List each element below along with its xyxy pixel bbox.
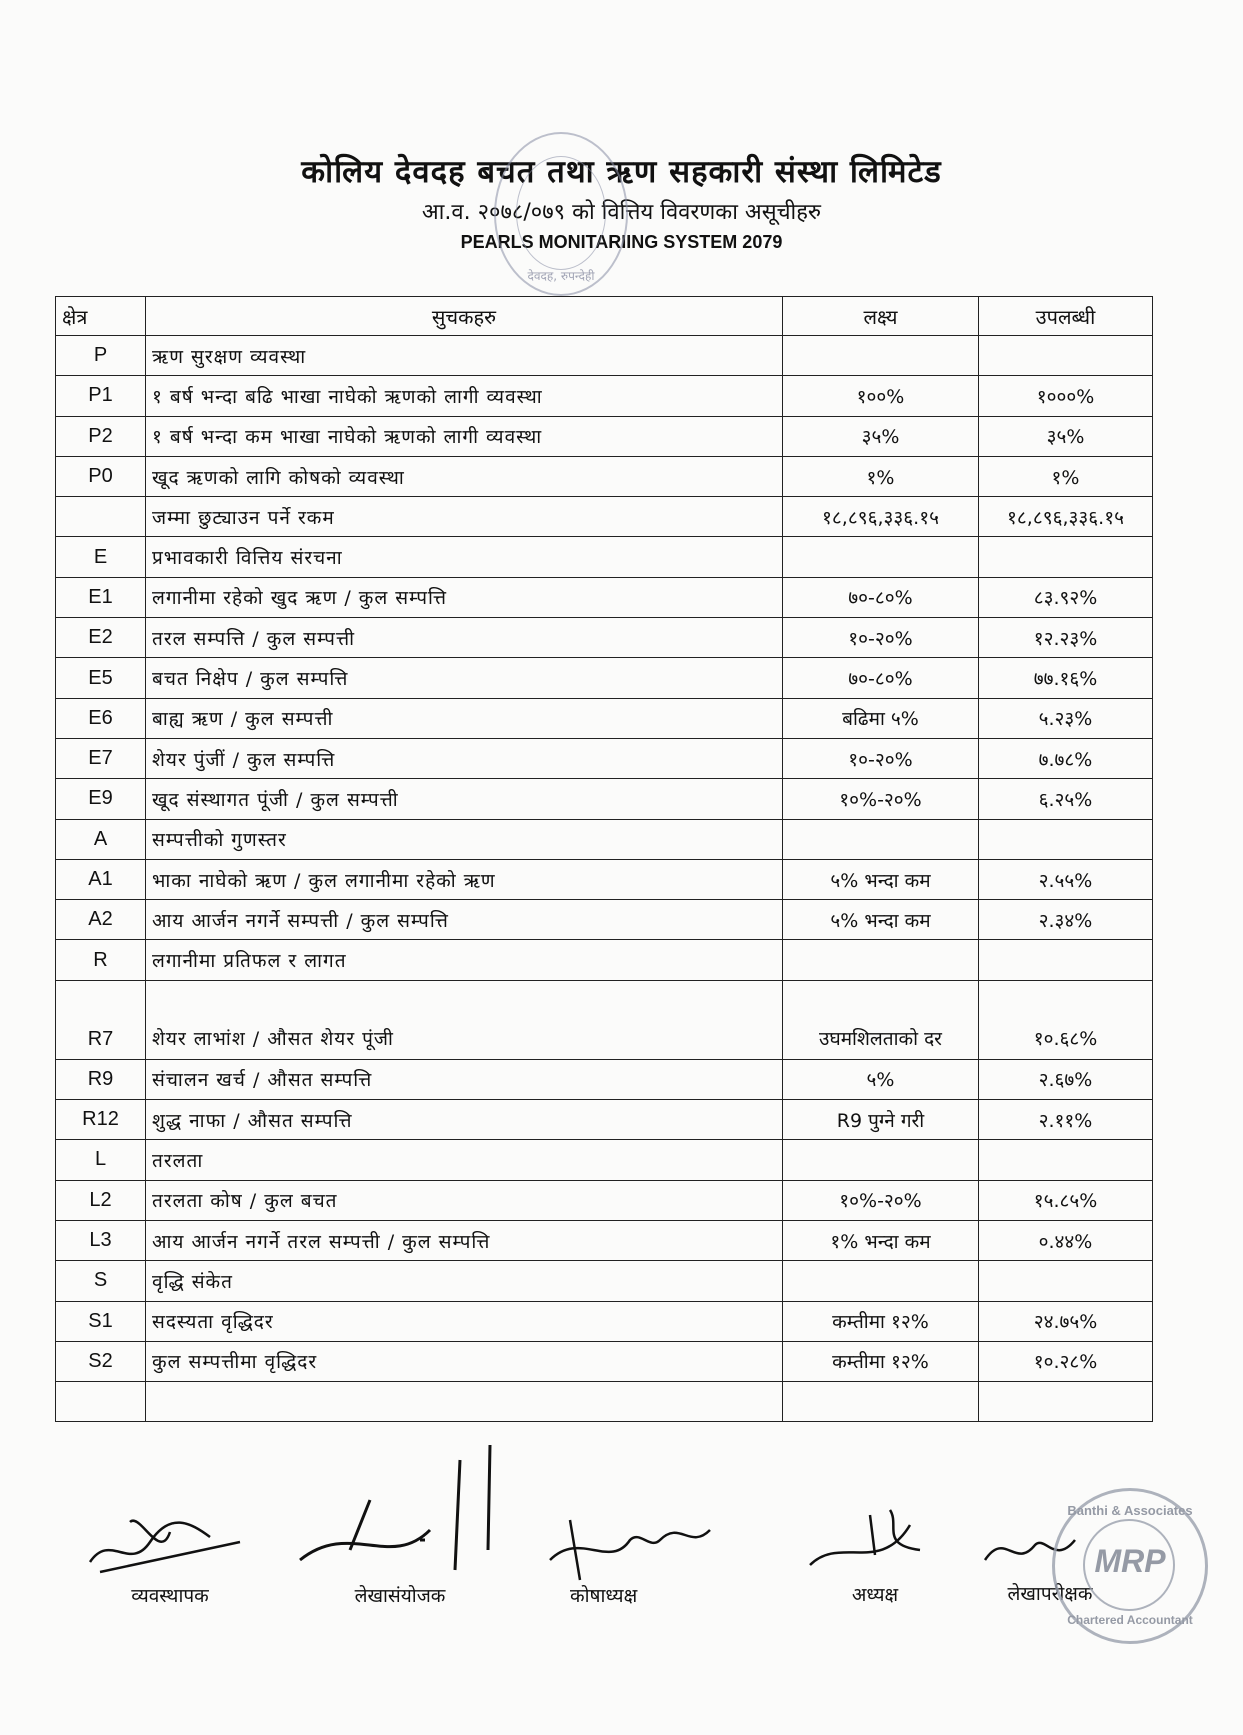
row-achieved: २.११% [979, 1100, 1153, 1140]
header-achieved: उपलब्धी [979, 297, 1153, 336]
row-code: E6 [56, 698, 146, 738]
header-indicator: सुचकहरु [146, 297, 783, 336]
row-target [783, 819, 979, 859]
row-indicator: तरल सम्पत्ति / कुल सम्पत्ती [146, 618, 783, 658]
row-code: L [56, 1140, 146, 1180]
table-row [56, 1180, 1153, 1220]
table-row [56, 819, 1153, 859]
label-accounts-coordinator: लेखासंयोजक [354, 1585, 446, 1607]
row-code: R7 [56, 980, 146, 1059]
row-indicator: खूद संस्थागत पूंजी / कुल सम्पत्ती [146, 779, 783, 819]
table-row [56, 1059, 1153, 1099]
row-target: १% [783, 456, 979, 496]
label-treasurer: कोषाध्यक्ष [570, 1585, 638, 1607]
row-code: S2 [56, 1341, 146, 1381]
row-achieved [979, 336, 1153, 376]
row-target [783, 1261, 979, 1301]
table-row [56, 900, 1153, 940]
header-target: लक्ष्य [783, 297, 979, 336]
row-achieved: १०.६८% [979, 980, 1153, 1059]
row-indicator [146, 1382, 783, 1422]
row-code: E1 [56, 577, 146, 617]
row-achieved [979, 1261, 1153, 1301]
row-code: R12 [56, 1100, 146, 1140]
row-achieved: २.६७% [979, 1059, 1153, 1099]
row-indicator: तरलता कोष / कुल बचत [146, 1180, 783, 1220]
row-achieved: ०.४४% [979, 1220, 1153, 1260]
row-code: E5 [56, 658, 146, 698]
row-target: १०-२०% [783, 738, 979, 778]
document-subtitle: आ.व. २०७८/०७९ को वित्तिय विवरणका असूचीहरु [421, 200, 822, 225]
row-target: R9 पुग्ने गरी [783, 1100, 979, 1140]
row-target: १८,८९६,३३६.१५ [783, 497, 979, 537]
signature-chairman [800, 1495, 950, 1607]
row-target [783, 1382, 979, 1422]
row-achieved: १२.२३% [979, 618, 1153, 658]
row-code: A2 [56, 900, 146, 940]
auditor-stamp-logo: MRP [1094, 1543, 1166, 1579]
table-row [56, 698, 1153, 738]
row-code: S1 [56, 1301, 146, 1341]
row-indicator: कुल सम्पत्तीमा वृद्धिदर [146, 1341, 783, 1381]
table-row [56, 336, 1153, 376]
row-indicator: लगानीमा प्रतिफल र लागत [146, 940, 783, 980]
signature-accounts-coordinator [290, 1440, 510, 1608]
row-indicator: बाह्य ऋण / कुल सम्पत्ती [146, 698, 783, 738]
table-row [56, 738, 1153, 778]
row-indicator: वृद्धि संकेत [146, 1261, 783, 1301]
row-indicator: आय आर्जन नगर्ने सम्पत्ती / कुल सम्पत्ति [146, 900, 783, 940]
row-indicator: १ बर्ष भन्दा बढि भाखा नाघेको ऋणको लागी व्यवस्था [146, 376, 783, 416]
row-indicator: शेयर पुंजीं / कुल सम्पत्ति [146, 738, 783, 778]
signature-manager-mark [70, 1502, 270, 1582]
row-code: P2 [56, 416, 146, 456]
row-code: A1 [56, 859, 146, 899]
table-row [56, 376, 1153, 416]
row-achieved: १०.२८% [979, 1341, 1153, 1381]
row-code: R [56, 940, 146, 980]
table-row [56, 1261, 1153, 1301]
row-achieved [979, 1140, 1153, 1180]
row-indicator: १ बर्ष भन्दा कम भाखा नाघेको ऋणको लागी व्यवस्था [146, 416, 783, 456]
row-code: E2 [56, 618, 146, 658]
seal-inner-ring [516, 156, 606, 270]
table-row [56, 940, 1153, 980]
row-achieved: ७.७८% [979, 738, 1153, 778]
table-row [56, 456, 1153, 496]
row-code: P1 [56, 376, 146, 416]
row-code: L3 [56, 1220, 146, 1260]
row-achieved: २.३४% [979, 900, 1153, 940]
row-target: बढिमा ५% [783, 698, 979, 738]
signature-manager [70, 1502, 270, 1608]
row-target: ७०-८०% [783, 577, 979, 617]
table-row [56, 1220, 1153, 1260]
row-code: A [56, 819, 146, 859]
row-indicator: आय आर्जन नगर्ने तरल सम्पत्ती / कुल सम्पत्ति [146, 1220, 783, 1260]
row-code [56, 497, 146, 537]
label-auditor: लेखापरीक्षक [1007, 1583, 1093, 1605]
row-code [56, 1382, 146, 1422]
label-chairman: अध्यक्ष [851, 1584, 899, 1606]
row-target: ३५% [783, 416, 979, 456]
row-indicator: खूद ऋणको लागि कोषको व्यवस्था [146, 456, 783, 496]
row-target: १% भन्दा कम [783, 1220, 979, 1260]
pearls-table [55, 296, 1153, 1422]
table-row [56, 1140, 1153, 1180]
auditor-stamp [1052, 1488, 1208, 1644]
row-indicator: जम्मा छुट्याउन पर्ने रकम [146, 497, 783, 537]
row-achieved [979, 819, 1153, 859]
row-code: S [56, 1261, 146, 1301]
table-row [56, 980, 1153, 1059]
row-achieved: १०००% [979, 376, 1153, 416]
row-achieved: १८,८९६,३३६.१५ [979, 497, 1153, 537]
table-header-row [56, 297, 1153, 336]
row-indicator: बचत निक्षेप / कुल सम्पत्ति [146, 658, 783, 698]
row-target [783, 1140, 979, 1180]
row-target [783, 336, 979, 376]
row-code: R9 [56, 1059, 146, 1099]
row-code: P [56, 336, 146, 376]
table-row [56, 416, 1153, 456]
auditor-stamp-title: Chartered Accountant [1067, 1613, 1193, 1627]
organization-seal [494, 132, 628, 296]
row-achieved [979, 1382, 1153, 1422]
row-target: १०-२०% [783, 618, 979, 658]
table-row [56, 537, 1153, 577]
row-code: E7 [56, 738, 146, 778]
table-row [56, 859, 1153, 899]
row-achieved: २.५५% [979, 859, 1153, 899]
table-body [56, 336, 1153, 1422]
row-code: L2 [56, 1180, 146, 1220]
signature-treasurer-mark [540, 1510, 740, 1582]
row-achieved: ७७.१६% [979, 658, 1153, 698]
table-row [56, 1382, 1153, 1422]
row-achieved: २४.७५% [979, 1301, 1153, 1341]
row-target [783, 940, 979, 980]
row-indicator: सम्पत्तीको गुणस्तर [146, 819, 783, 859]
table-row [56, 618, 1153, 658]
row-indicator: भाका नाघेको ऋण / कुल लगानीमा रहेको ऋण [146, 859, 783, 899]
row-target: ७०-८०% [783, 658, 979, 698]
row-code: E9 [56, 779, 146, 819]
row-target: कम्तीमा १२% [783, 1341, 979, 1381]
row-target: ५% [783, 1059, 979, 1099]
label-manager: व्यवस्थापक [131, 1585, 209, 1607]
table-row [56, 497, 1153, 537]
signature-chairman-mark [800, 1495, 950, 1581]
row-achieved [979, 940, 1153, 980]
row-achieved: ८३.९२% [979, 577, 1153, 617]
row-indicator: शुद्ध नाफा / औसत सम्पत्ति [146, 1100, 783, 1140]
row-indicator: लगानीमा रहेको खुद ऋण / कुल सम्पत्ति [146, 577, 783, 617]
table-row [56, 658, 1153, 698]
row-achieved: ५.२३% [979, 698, 1153, 738]
organization-title: कोलिय देवदह बचत तथा ऋण सहकारी संस्था लिमिटेड [301, 154, 942, 190]
row-code: P0 [56, 456, 146, 496]
table-row [56, 779, 1153, 819]
table-row [56, 1301, 1153, 1341]
row-achieved [979, 537, 1153, 577]
row-achieved: १५.८५% [979, 1180, 1153, 1220]
auditor-stamp-firm: Banthi & Associates [1067, 1503, 1193, 1518]
row-indicator: संचालन खर्च / औसत सम्पत्ति [146, 1059, 783, 1099]
row-target: ५% भन्दा कम [783, 900, 979, 940]
row-target: कम्तीमा १२% [783, 1301, 979, 1341]
signature-accounts-coordinator-mark [290, 1440, 510, 1582]
row-target [783, 537, 979, 577]
row-indicator: ऋण सुरक्षण व्यवस्था [146, 336, 783, 376]
signature-treasurer [540, 1510, 740, 1608]
header-area: क्षेत्र [56, 297, 146, 336]
row-indicator: शेयर लाभांश / औसत शेयर पूंजी [146, 980, 783, 1059]
row-achieved: ३५% [979, 416, 1153, 456]
row-indicator: सदस्यता वृद्धिदर [146, 1301, 783, 1341]
row-code: E [56, 537, 146, 577]
row-target: १००% [783, 376, 979, 416]
row-indicator: तरलता [146, 1140, 783, 1180]
table-row [56, 1100, 1153, 1140]
row-target: १०%-२०% [783, 1180, 979, 1220]
seal-text: देवदह, रुपन्देही [527, 269, 595, 283]
row-target: १०%-२०% [783, 779, 979, 819]
row-target: ५% भन्दा कम [783, 859, 979, 899]
row-achieved: १% [979, 456, 1153, 496]
table-row [56, 1341, 1153, 1381]
row-target: उघमशिलताको दर [783, 980, 979, 1059]
row-indicator: प्रभावकारी वित्तिय संरचना [146, 537, 783, 577]
system-name: PEARLS MONITARIING SYSTEM 2079 [460, 232, 783, 252]
table-row [56, 577, 1153, 617]
row-achieved: ६.२५% [979, 779, 1153, 819]
